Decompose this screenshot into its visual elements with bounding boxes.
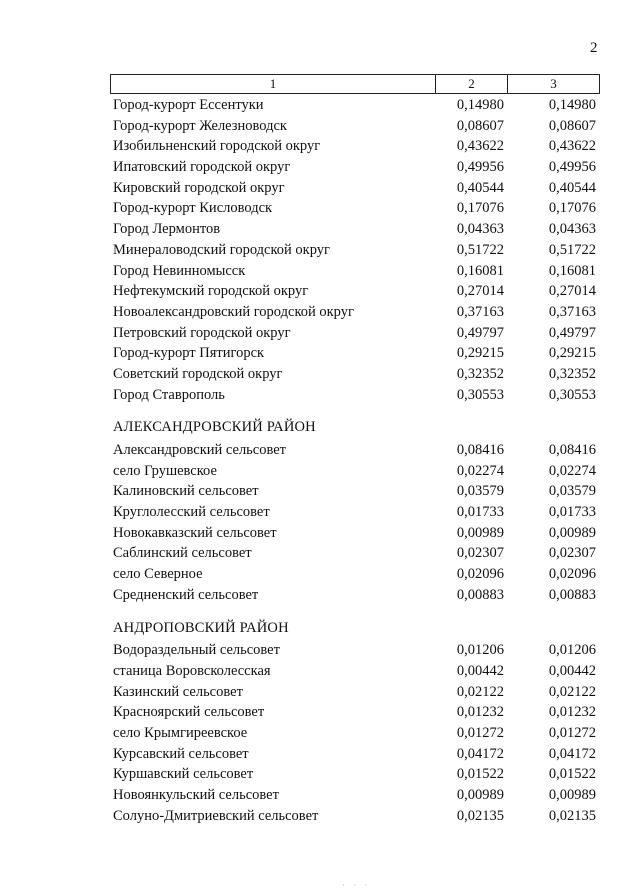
row-value-col3: 0,02135 xyxy=(548,807,596,824)
row-value-col3: 0,01272 xyxy=(548,724,596,741)
row-name: Город Невинномысск xyxy=(113,262,246,279)
table-row xyxy=(0,564,639,585)
andropovsky-settlements-list xyxy=(0,640,639,826)
row-name: Куршавский сельсовет xyxy=(113,766,254,783)
municipal-districts-list xyxy=(0,95,639,405)
row-value-col3: 0,43622 xyxy=(548,138,596,155)
table-row xyxy=(0,481,639,502)
table-row xyxy=(0,302,639,323)
table-row xyxy=(0,281,639,302)
row-value-col2: 0,32352 xyxy=(456,365,504,382)
row-value-col3: 0,01733 xyxy=(548,504,596,521)
table-row xyxy=(0,502,639,523)
page-number: 2 xyxy=(590,40,598,56)
table-row xyxy=(0,723,639,744)
row-name: Новоянкульский сельсовет xyxy=(113,787,279,803)
row-name: Красноярский сельсовет xyxy=(113,704,265,721)
row-value-col3: 0,00442 xyxy=(548,662,596,679)
table-row xyxy=(0,157,639,178)
row-value-col2: 0,16081 xyxy=(456,262,504,279)
table-body xyxy=(0,95,639,826)
row-value-col2: 0,51722 xyxy=(456,241,504,258)
row-name: Город-курорт Железноводск xyxy=(113,117,287,134)
column-header-1: 1 xyxy=(111,75,436,94)
table-row xyxy=(0,585,639,606)
row-name: станица Воровсколесская xyxy=(113,662,271,679)
row-name: Казинский сельсовет xyxy=(113,683,243,700)
row-value-col3: 0,49797 xyxy=(548,324,596,341)
row-name: Город Лермонтов xyxy=(113,221,221,238)
row-name: Новоалександровский городской округ xyxy=(113,303,354,320)
row-name: Город-курорт Пятигорск xyxy=(113,345,265,362)
row-value-col2: 0,01733 xyxy=(456,504,504,521)
row-value-col2: 0,01272 xyxy=(456,724,504,741)
row-value-col2: 0,04363 xyxy=(456,221,504,238)
table-row xyxy=(0,178,639,199)
row-name: Город-курорт Кисловодск xyxy=(113,200,273,217)
row-value-col3: 0,01522 xyxy=(548,766,596,783)
table-row xyxy=(0,95,639,116)
row-value-col3: 0,04363 xyxy=(548,221,596,238)
table-row xyxy=(0,385,639,406)
table-row xyxy=(0,785,639,806)
row-value-col3: 0,00989 xyxy=(548,524,596,541)
row-name: село Грушевское xyxy=(113,462,217,479)
row-value-col2: 0,00883 xyxy=(456,586,504,603)
row-value-col3: 0,02274 xyxy=(548,462,596,479)
row-value-col3: 0,03579 xyxy=(548,483,596,500)
row-name: Водораздельный сельсовет xyxy=(113,642,280,659)
table-row xyxy=(0,640,639,661)
row-value-col2: 0,02122 xyxy=(456,683,504,700)
table-row xyxy=(0,461,639,482)
row-value-col2: 0,04172 xyxy=(456,745,504,762)
table-row xyxy=(0,343,639,364)
row-name: Новокавказский сельсовет xyxy=(113,524,277,541)
row-value-col3: 0,01232 xyxy=(548,704,596,721)
row-value-col2: 0,00442 xyxy=(456,662,504,679)
table-row xyxy=(0,136,639,157)
row-value-col2: 0,27014 xyxy=(456,283,504,300)
table-row xyxy=(0,261,639,282)
row-value-col2: 0,01206 xyxy=(456,642,504,659)
row-value-col3: 0,49956 xyxy=(548,159,596,176)
row-value-col3: 0,08416 xyxy=(548,442,596,458)
row-value-col3: 0,17076 xyxy=(548,200,596,217)
scan-artifact: · · · xyxy=(342,880,371,890)
row-value-col2: 0,01232 xyxy=(456,704,504,721)
row-name: Круглолесский сельсовет xyxy=(113,504,270,521)
row-value-col2: 0,30553 xyxy=(456,386,504,403)
table-row xyxy=(0,702,639,723)
row-value-col3: 0,02122 xyxy=(548,683,596,700)
table-row xyxy=(0,806,639,827)
row-name: Калиновский сельсовет xyxy=(113,483,259,500)
table-row xyxy=(0,682,639,703)
row-value-col3: 0,29215 xyxy=(548,345,596,362)
row-value-col2: 0,49956 xyxy=(456,159,504,176)
table-row xyxy=(0,323,639,344)
row-value-col2: 0,29215 xyxy=(456,345,504,362)
row-value-col2: 0,08416 xyxy=(456,442,504,458)
row-value-col2: 0,03579 xyxy=(456,483,504,500)
column-header-2: 2 xyxy=(436,75,508,94)
row-value-col2: 0,00989 xyxy=(456,787,504,803)
row-value-col2: 0,02096 xyxy=(456,566,504,583)
row-value-col2: 0,49797 xyxy=(456,324,504,341)
row-value-col3: 0,02307 xyxy=(548,545,596,562)
table-row xyxy=(0,523,639,544)
table-row xyxy=(0,219,639,240)
row-value-col3: 0,40544 xyxy=(548,179,596,196)
row-value-col3: 0,30553 xyxy=(548,386,596,403)
column-header-table xyxy=(110,74,600,94)
row-name: Советский городской округ xyxy=(113,365,283,382)
table-row xyxy=(0,543,639,564)
table-row xyxy=(0,116,639,137)
column-header-3: 3 xyxy=(508,75,600,94)
row-value-col2: 0,40544 xyxy=(456,179,504,196)
row-name: Курсавский сельсовет xyxy=(113,745,249,762)
row-value-col2: 0,02307 xyxy=(456,545,504,562)
row-value-col3: 0,32352 xyxy=(548,365,596,382)
row-value-col2: 0,02274 xyxy=(456,462,504,479)
row-name: Саблинский сельсовет xyxy=(113,545,252,562)
row-value-col2: 0,43622 xyxy=(456,138,504,155)
row-value-col2: 0,08607 xyxy=(456,117,504,134)
row-value-col3: 0,02096 xyxy=(548,566,596,583)
row-name: Ипатовский городской округ xyxy=(113,159,291,176)
row-value-col3: 0,37163 xyxy=(548,303,596,320)
table-row xyxy=(0,364,639,385)
row-name: Минераловодский городской округ xyxy=(113,241,330,258)
row-value-col3: 0,00883 xyxy=(548,586,596,603)
table-row xyxy=(0,440,639,461)
row-value-col3: 0,08607 xyxy=(548,117,596,134)
row-value-col3: 0,00989 xyxy=(548,787,596,803)
table-row xyxy=(0,661,639,682)
row-name: Петровский городской округ xyxy=(113,324,291,341)
row-name: село Крымгиреевское xyxy=(113,724,248,741)
table-row xyxy=(0,198,639,219)
row-value-col2: 0,02135 xyxy=(456,807,504,824)
row-value-col3: 0,14980 xyxy=(548,97,596,113)
table-row xyxy=(0,744,639,765)
row-name: Кировский городской округ xyxy=(113,179,285,196)
row-value-col3: 0,16081 xyxy=(548,262,596,279)
row-value-col2: 0,00989 xyxy=(456,524,504,541)
row-name: Солуно-Дмитриевский сельсовет xyxy=(113,807,319,824)
row-name: Город Ставрополь xyxy=(113,386,225,403)
table-row xyxy=(0,240,639,261)
table-row xyxy=(0,764,639,785)
row-value-col2: 0,37163 xyxy=(456,303,504,320)
row-value-col3: 0,04172 xyxy=(548,745,596,762)
section-title-andropovsky: АНДРОПОВСКИЙ РАЙОН xyxy=(113,619,289,636)
row-name: Город-курорт Ессентуки xyxy=(113,97,264,113)
section-title-aleksandrovsky: АЛЕКСАНДРОВСКИЙ РАЙОН xyxy=(113,419,316,436)
row-value-col2: 0,01522 xyxy=(456,766,504,783)
row-name: село Северное xyxy=(113,566,203,583)
row-name: Нефтекумский городской округ xyxy=(113,283,309,300)
aleksandrovsky-settlements-list xyxy=(0,440,639,606)
row-name: Изобильненский городской округ xyxy=(113,138,321,155)
column-header-row xyxy=(111,75,600,94)
row-name: Александровский сельсовет xyxy=(113,442,287,458)
row-name: Средненский сельсовет xyxy=(113,586,259,603)
row-value-col2: 0,14980 xyxy=(456,97,504,113)
row-value-col3: 0,01206 xyxy=(548,642,596,659)
row-value-col2: 0,17076 xyxy=(456,200,504,217)
row-value-col3: 0,51722 xyxy=(548,241,596,258)
row-value-col3: 0,27014 xyxy=(548,283,596,300)
